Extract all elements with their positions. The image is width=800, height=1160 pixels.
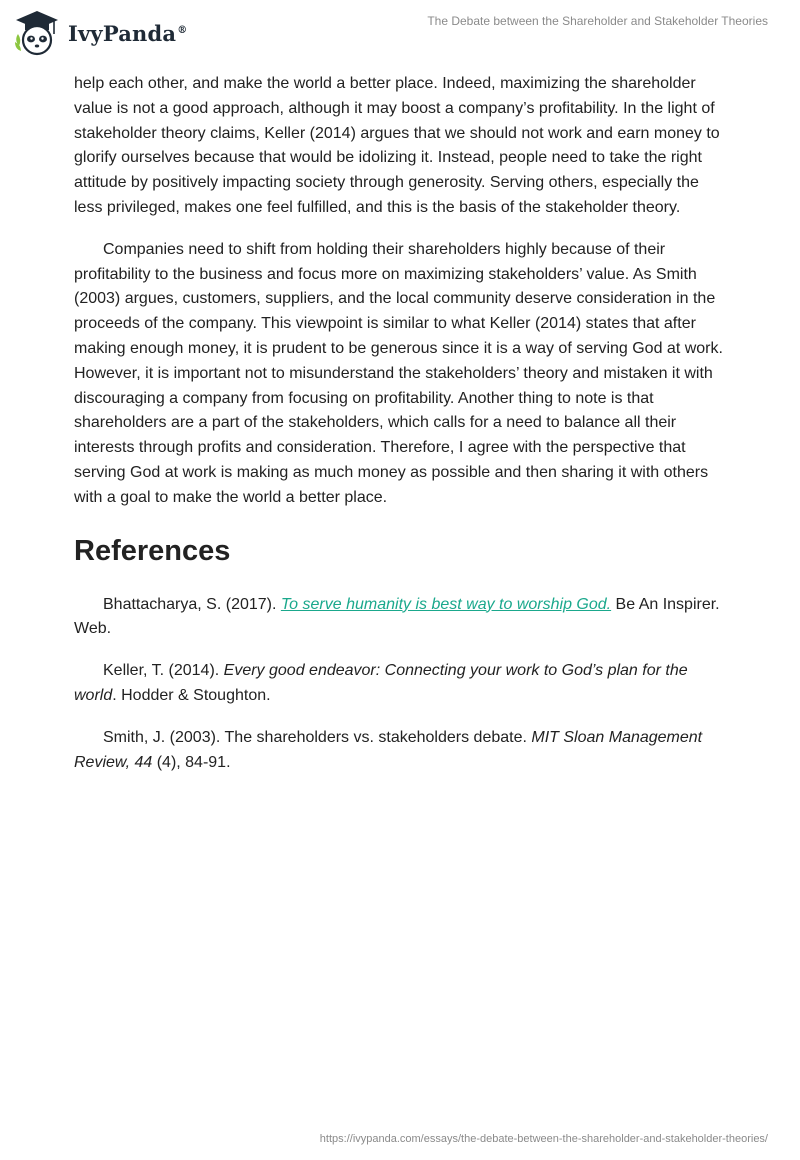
- document-title: The Debate between the Shareholder and Stakeholder Theories: [427, 14, 768, 28]
- references-heading: References: [74, 534, 231, 567]
- reference-item: Smith, J. (2003). The shareholders vs. stakeholders debate. MIT Sloan Management Review, 44 (4), 84-91.: [74, 728, 703, 771]
- brand-name: IvyPanda®: [68, 20, 188, 46]
- reference-item: Bhattacharya, S. (2017). To serve humanity is best way to worship God. Be An Inspirer. Web.: [74, 595, 720, 638]
- body-paragraph: help each other, and make the world a better place. Indeed, maximizing the shareholder value is not a good approach, although it may boost a company’s profitability. In the light of stakeholder theory claims, Keller (2014) argues that we should not work and earn money to glorify ourselves because that would be idolizing it. Instead, people need to take the right attitude by positively impacting society through generosity. Serving others, especially the less privileged, makes one feel fulfilled, and this is the basis of the stakeholder theory.: [74, 75, 720, 216]
- panda-graduate-icon: [12, 8, 62, 58]
- ivypanda-logo[interactable]: [12, 8, 187, 58]
- reference-item: Keller, T. (2014). Every good endeavor: Connecting your work to God’s plan for the world. Hodder & Stoughton.: [74, 662, 688, 704]
- essay-content: [74, 72, 726, 792]
- page-header: [0, 0, 800, 70]
- body-paragraph: Companies need to shift from holding their shareholders highly because of their profitability to the business and focus more on maximizing stakeholders’ value. As Smith (2003) argues, customers, suppliers, and the local community deserve consideration in the proceeds of the company. This viewpoint is similar to what Keller (2014) states that after making enough money, it is prudent to be generous since it is a way of serving God at work. However, it is important not to misunderstand the stakeholders’ theory and mistaken it with discouraging a company from focusing on profitability. Another thing to note is that shareholders are a part of the stakeholders, which calls for a need to balance all their interests through profits and consideration. Therefore, I agree with the perspective that serving God at work is making as much money as possible and then sharing it with others with a goal to make the world a better place.: [74, 240, 723, 506]
- footer-url[interactable]: https://ivypanda.com/essays/the-debate-between-the-shareholder-and-stakeholder-theories/: [319, 1133, 768, 1145]
- reference-link[interactable]: To serve humanity is best way to worship God.: [280, 595, 612, 613]
